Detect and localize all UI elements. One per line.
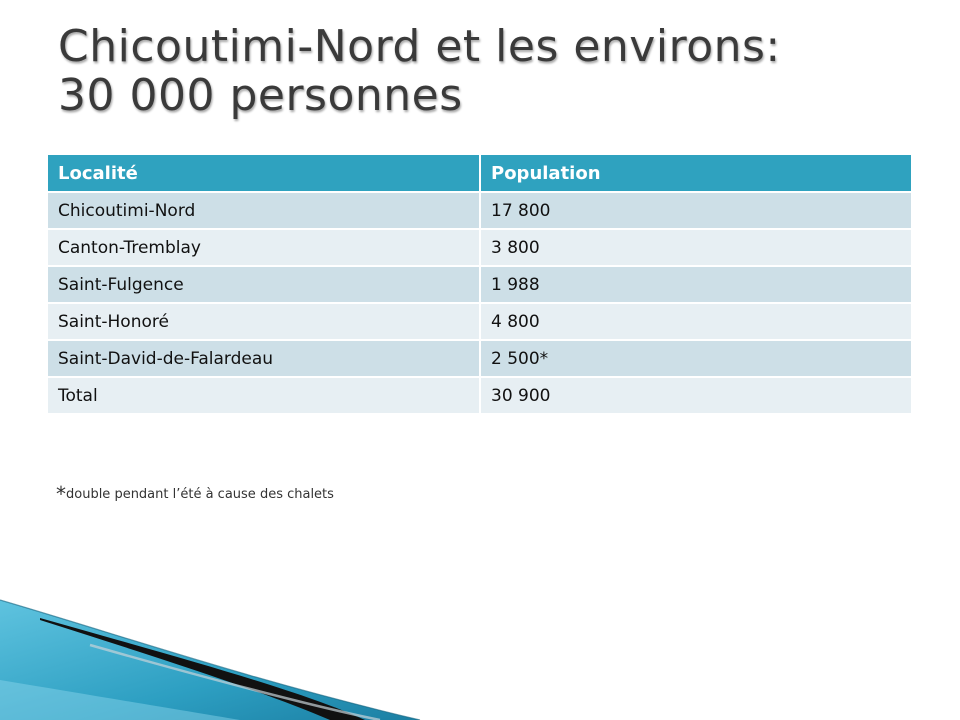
- footnote: [56, 482, 334, 506]
- cell-localite: Canton-Tremblay: [48, 229, 480, 266]
- decorative-swoosh: [0, 560, 520, 720]
- table-row: [48, 229, 912, 266]
- table-row: [48, 340, 912, 377]
- cell-localite: Saint-David-de-Falardeau: [48, 340, 480, 377]
- cell-localite: Total: [48, 377, 480, 414]
- cell-population: 2 500*: [480, 340, 912, 377]
- slide-title-line-1: Chicoutimi-Nord et les environs:: [58, 21, 781, 72]
- header-population: Population: [480, 155, 912, 192]
- cell-localite: Saint-Fulgence: [48, 266, 480, 303]
- slide-title: [58, 22, 938, 121]
- cell-population: 17 800: [480, 192, 912, 229]
- cell-localite: Saint-Honoré: [48, 303, 480, 340]
- header-localite: Localité: [48, 155, 480, 192]
- cell-population: 30 900: [480, 377, 912, 414]
- table-row: [48, 303, 912, 340]
- slide-title-line-2: 30 000 personnes: [58, 70, 463, 122]
- table-row: [48, 266, 912, 303]
- table-row-total: [48, 377, 912, 414]
- footnote-text: double pendant l’été à cause des chalets: [66, 487, 334, 502]
- population-table: [48, 155, 913, 415]
- footnote-marker: *: [56, 482, 66, 506]
- cell-population: 1 988: [480, 266, 912, 303]
- cell-population: 4 800: [480, 303, 912, 340]
- table-header-row: [48, 155, 912, 192]
- table-row: [48, 192, 912, 229]
- cell-localite: Chicoutimi-Nord: [48, 192, 480, 229]
- cell-population: 3 800: [480, 229, 912, 266]
